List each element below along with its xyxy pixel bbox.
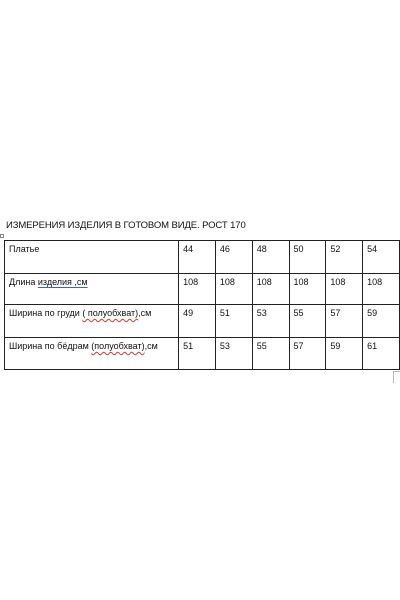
measurements-table: [4, 240, 400, 370]
value-cell: 108: [179, 274, 216, 305]
table-move-handle[interactable]: [0, 234, 4, 238]
value-cell: 59: [363, 305, 400, 338]
value-cell: 51: [215, 305, 252, 338]
value-cell: 53: [252, 305, 289, 338]
row-label: [5, 274, 179, 305]
value-cell: 55: [252, 338, 289, 370]
row-label-text: Ширина по бёдрам: [9, 341, 92, 351]
value-cell: 55: [289, 305, 326, 338]
value-cell: 57: [326, 305, 363, 338]
row-label-text: ,см: [138, 308, 152, 318]
value-cell: 53: [215, 338, 252, 370]
row-label: [5, 338, 179, 370]
table-row-length: [5, 274, 400, 305]
row-label-text-marked: (полуобхват): [91, 341, 145, 351]
table-header-row: [5, 241, 400, 274]
row-label: [5, 305, 179, 338]
row-label-text: Длина: [9, 277, 38, 287]
table-row-chest: [5, 305, 400, 338]
size-cell: 52: [326, 241, 363, 274]
size-cell: 50: [289, 241, 326, 274]
value-cell: 108: [326, 274, 363, 305]
size-cell: 46: [215, 241, 252, 274]
value-cell: 108: [363, 274, 400, 305]
table-row-hips: [5, 338, 400, 370]
value-cell: 108: [215, 274, 252, 305]
document-title: ИЗМЕРЕНИЯ ИЗДЕЛИЯ В ГОТОВОМ ВИДЕ. РОСТ 170: [6, 220, 246, 231]
row-label-text: ,см: [144, 341, 158, 351]
row-label-text-marked: изделия ,см: [37, 277, 88, 287]
size-cell: 54: [363, 241, 400, 274]
size-cell: 44: [179, 241, 216, 274]
value-cell: 61: [363, 338, 400, 370]
value-cell: 108: [289, 274, 326, 305]
table-resize-handle[interactable]: [393, 371, 400, 383]
value-cell: 57: [289, 338, 326, 370]
value-cell: 49: [179, 305, 216, 338]
row-label-text-marked: ( полуобхват): [82, 308, 139, 318]
row-label-text: Ширина по груди: [9, 308, 83, 318]
size-cell: 48: [252, 241, 289, 274]
value-cell: 108: [252, 274, 289, 305]
table-header-label: Платье: [5, 241, 179, 274]
value-cell: 59: [326, 338, 363, 370]
value-cell: 51: [179, 338, 216, 370]
